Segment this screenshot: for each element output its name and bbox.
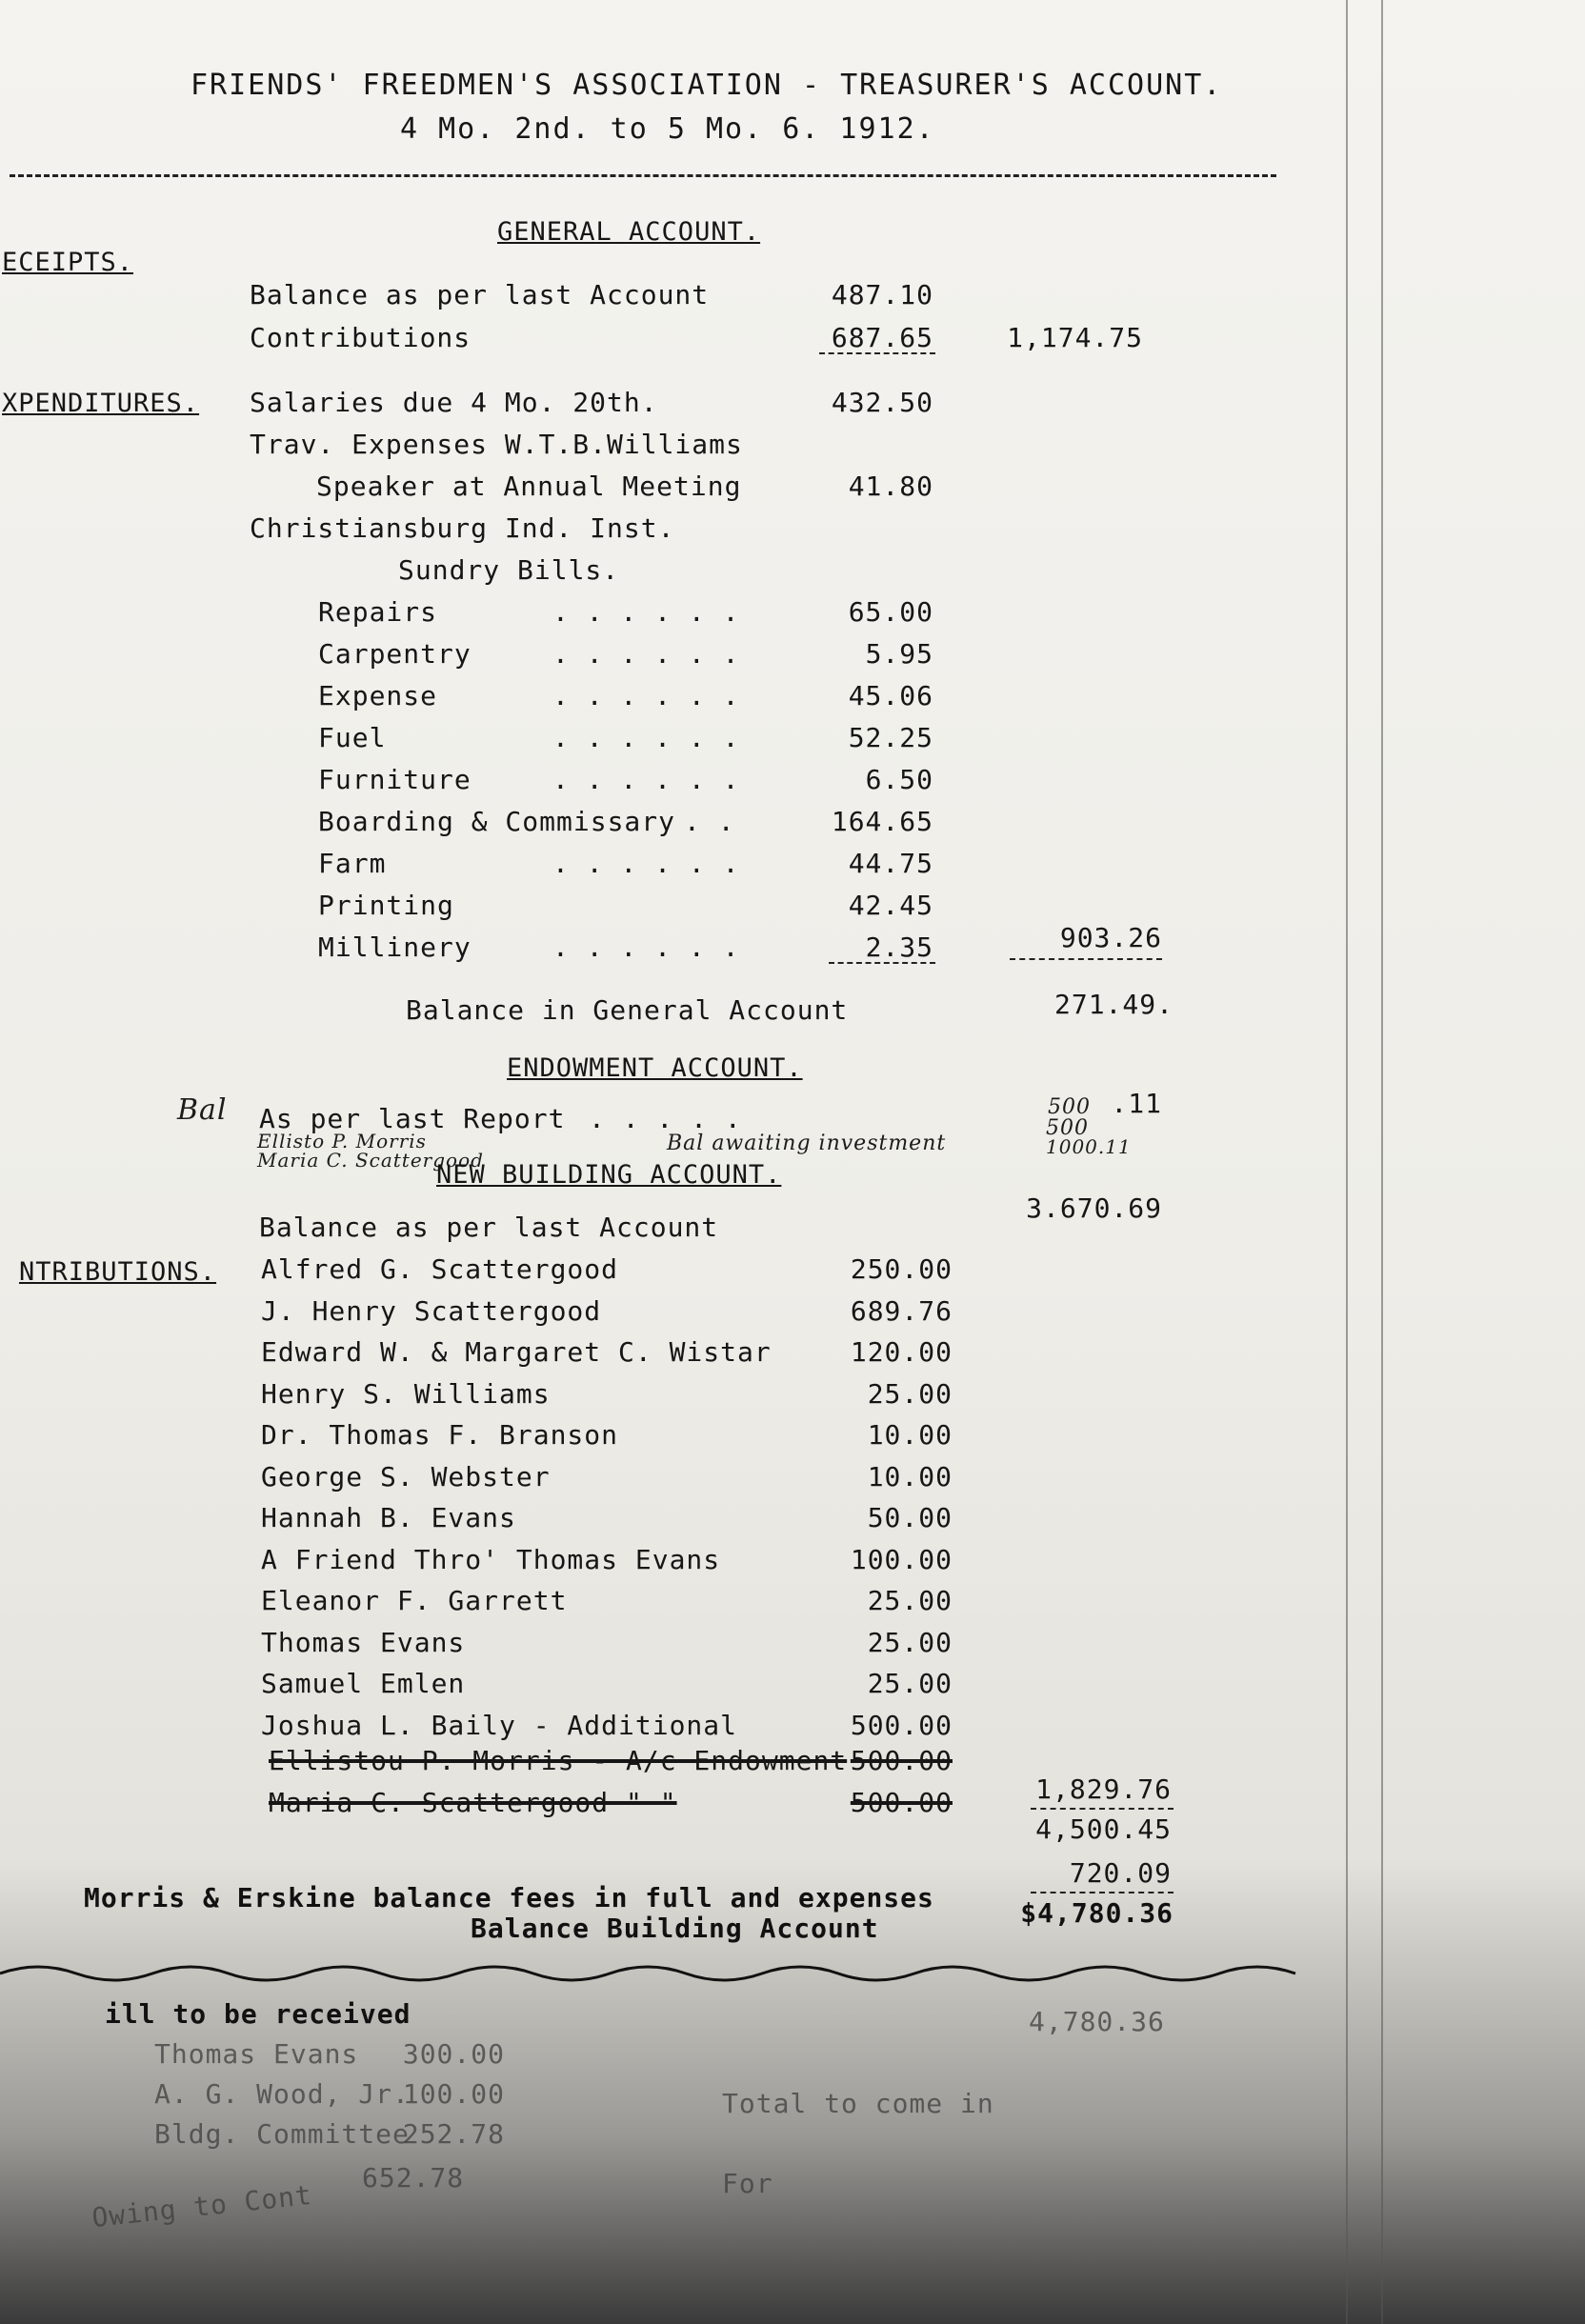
sundry-item-dots: . . . . . . [552,764,740,795]
expenditures-label: XPENDITURES. [2,389,200,418]
contributor-value: 25.00 [867,1585,953,1616]
document-dates: 4 Mo. 2nd. to 5 Mo. 6. 1912. [400,112,935,146]
contributor-value: 100.00 [850,1543,953,1575]
building-heading: NEW BUILDING ACCOUNT. [436,1160,782,1190]
balance-building-value: $4,780.36 [1020,1897,1174,1929]
pending-contributor-name: A. G. Wood, Jr. [154,2078,410,2110]
sundry-item-value: 164.65 [831,806,933,837]
contributor-name: Dr. Thomas F. Branson [261,1419,619,1451]
handwritten-morris: Ellisto P. Morris [257,1130,427,1152]
handwritten-500-a: 500 [1048,1095,1091,1119]
header-rule [10,174,1276,177]
contributor-value: 25.00 [867,1668,953,1699]
building-sum-total: 4,500.45 [1035,1813,1172,1845]
sundry-item-label: Millinery [318,932,471,963]
contributor-name: Henry S. Williams [261,1377,551,1410]
contributor-name: Hannah B. Evans [261,1502,516,1533]
contributor-value: 25.00 [867,1626,953,1658]
salaries-value: 432.50 [831,387,933,418]
handwritten-1000: 1000.11 [1046,1135,1132,1158]
sundry-item-dots: . . . . . . [552,722,740,753]
expenditures-total-underline [1010,958,1162,960]
fees-label: Morris & Erskine balance fees in full and expenses [84,1882,934,1913]
endowment-dots: . . . . . [589,1103,742,1134]
contributor-name: Eleanor F. Garrett [261,1585,568,1616]
handwritten-awaiting: Bal awaiting investment [667,1132,947,1155]
sundry-item-label: Repairs [318,596,438,628]
contributions-side-label: NTRIBUTIONS. [19,1257,217,1287]
contributor-name: Joshua L. Baily - Additional [261,1709,738,1741]
pending-contributor-value: 100.00 [402,2078,505,2110]
sundry-item-label: Furniture [318,764,471,795]
fold-crease [1381,0,1383,2324]
sundry-item-label: Printing [318,890,454,921]
sundry-item-value: 6.50 [865,764,933,795]
balance-last-label: Balance as per last Account [250,279,710,311]
contributor-name: George S. Webster [261,1460,551,1493]
contributor-name: Samuel Emlen [261,1668,466,1699]
fold-crease [1346,0,1348,2324]
struck-morris-value: 500.00 [850,1745,953,1776]
sundry-item-value: 65.00 [848,596,933,628]
contributions-value: 687.65 [831,322,933,353]
receipts-total: 1,174.75 [1007,322,1143,353]
sundry-item-value: 2.35 [865,932,933,963]
fees-value: 720.09 [1069,1857,1172,1889]
contributor-name: J. Henry Scattergood [261,1294,602,1327]
footer-total-label: Total to come in [722,2088,994,2119]
contributor-name: Thomas Evans [261,1626,466,1658]
balance-general-label: Balance in General Account [406,994,849,1026]
handwritten-bal: Bal [177,1093,228,1127]
speaker-label: Speaker at Annual Meeting [316,471,742,502]
contributor-value: 250.00 [850,1253,953,1285]
struck-scattergood-value: 500.00 [850,1787,953,1818]
sundry-item-dots: . . . . . . [552,680,740,711]
footer-for-label: For [722,2168,773,2199]
endowment-value: .11 [1111,1088,1162,1119]
sundry-item-value: 52.25 [848,722,933,753]
expenditures-total: 903.26 [1059,922,1162,953]
still-to-be-received-label: ill to be received [105,1998,411,2030]
footer-right-value: 4,780.36 [1029,2006,1165,2037]
contributor-value: 10.00 [867,1460,953,1493]
owing-label: Owing to Cont [90,2178,314,2234]
pending-contributor-name: Bldg. Committee [154,2118,410,2150]
contributor-value: 500.00 [850,1709,953,1741]
pending-contributor-name: Thomas Evans [154,2038,359,2070]
salaries-label: Salaries due 4 Mo. 20th. [250,387,658,418]
struck-scattergood-label: Maria C. Scattergood " " [269,1787,677,1818]
balance-general-value: 271.49. [1053,989,1174,1020]
struck-morris-label: Ellistou P. Morris - A/c Endowment [269,1745,848,1776]
millinery-underline [829,962,935,964]
contributor-name: A Friend Thro' Thomas Evans [261,1543,721,1575]
contributor-value: 689.76 [850,1294,953,1327]
sundry-item-label: Fuel [318,722,387,753]
pending-contributor-value: 300.00 [402,2038,505,2070]
contributor-value: 10.00 [867,1419,953,1451]
contributor-name: Edward W. & Margaret C. Wistar [261,1336,772,1368]
contributor-value: 25.00 [867,1377,953,1410]
contributions-label: Contributions [250,322,471,353]
sundry-item-value: 42.45 [848,890,933,921]
handwritten-scattergood: Maria C. Scattergood [257,1149,484,1172]
sundry-bills-label: Sundry Bills. [398,554,620,586]
sundry-item-value: 5.95 [865,638,933,670]
contributions-underline [819,352,935,354]
document-title: FRIENDS' FREEDMEN'S ASSOCIATION - TREASURER'S ACCOUNT. [191,69,1223,102]
handwritten-500-b: 500 [1046,1116,1089,1140]
travel-expenses-label: Trav. Expenses W.T.B.Williams [250,429,743,460]
fees-underline [1031,1892,1174,1893]
pending-contributor-value: 252.78 [402,2118,505,2150]
sundry-item-label: Farm [318,848,387,879]
christiansburg-label: Christiansburg Ind. Inst. [250,512,675,544]
sundry-item-dots: . . [684,806,735,837]
sundry-item-dots: . . . . . . [552,932,740,963]
sundry-item-dots: . . . . . . [552,596,740,628]
footer-subtotal: 652.78 [362,2162,465,2194]
endowment-heading: ENDOWMENT ACCOUNT. [507,1053,803,1083]
general-account-heading: GENERAL ACCOUNT. [497,217,761,247]
building-contrib-total: 1,829.76 [1035,1773,1172,1805]
sundry-item-value: 44.75 [848,848,933,879]
sundry-item-label: Boarding & Commissary [318,806,676,837]
sundry-item-dots: . . . . . . [552,638,740,670]
sundry-item-dots: . . . . . . [552,848,740,879]
building-balance-value: 3.670.69 [1026,1192,1162,1224]
sundry-item-label: Expense [318,680,438,711]
sundry-item-label: Carpentry [318,638,471,670]
building-contrib-underline [1031,1808,1174,1810]
sundry-item-value: 45.06 [848,680,933,711]
balance-last-value: 487.10 [831,279,933,311]
wavy-separator [0,1953,1314,1991]
endowment-last-report-label: As per last Report [259,1103,566,1134]
contributor-value: 120.00 [850,1336,953,1368]
speaker-value: 41.80 [848,471,933,502]
balance-building-label: Balance Building Account [471,1913,879,1944]
contributor-value: 50.00 [867,1502,953,1533]
building-balance-label: Balance as per last Account [259,1212,719,1243]
receipts-label: ECEIPTS. [2,248,134,277]
contributor-name: Alfred G. Scattergood [261,1253,619,1285]
